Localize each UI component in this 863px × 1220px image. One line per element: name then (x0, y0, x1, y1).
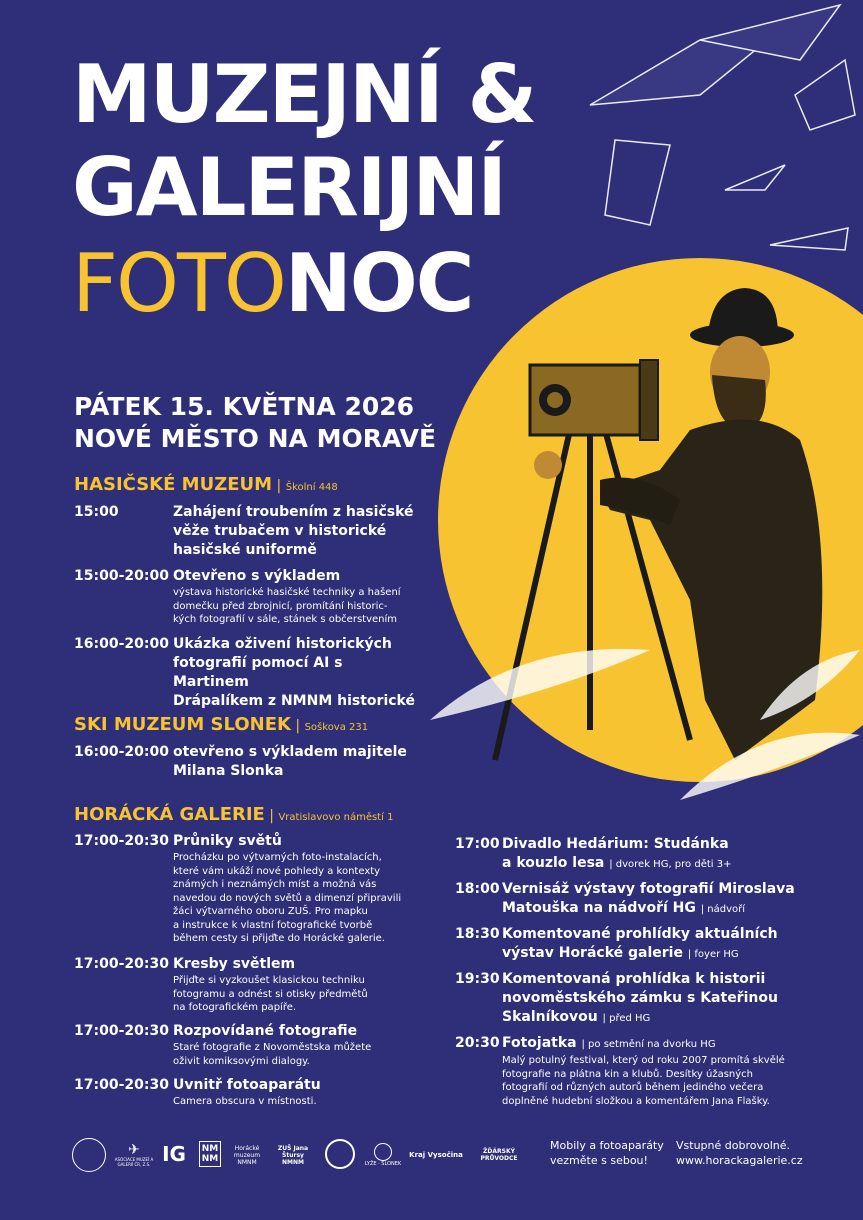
title-foto: FOTO (72, 237, 285, 330)
event-description: výstava historické hasičské techniky a hašení domečku před zbrojnicí, promítání historic- kých fotografií v sále, stánek s občerstvením (173, 587, 401, 625)
ig-logo-icon: IG (162, 1141, 186, 1166)
event-description: Staré fotografie z Novoměstska můžete oživit komiksovými dialogy. (173, 1042, 372, 1067)
title-noc: NOC (284, 237, 473, 330)
event-title: Kresby světlem (173, 956, 296, 972)
section-ski-muzeum: SKI MUZEUM SLONEK | Soškova 231 (74, 714, 369, 735)
title-line-3 (72, 237, 473, 330)
section-title: SKI MUZEUM SLONEK (74, 714, 291, 735)
notice-bring-cameras: Mobily a fotoaparáty vezměte s sebou! (550, 1139, 664, 1167)
event-title: Fotojatka | po setmění na dvorku HG (502, 1035, 716, 1051)
title-line-1: MUZEJNÍ & (72, 48, 536, 141)
amg-logo-icon: ✈ ASOCIACE MUZEÍ A GALERIÍ ČR, Z.S. (114, 1142, 154, 1167)
event-description: Camera obscura v místnosti. (173, 1096, 317, 1107)
event-time: 19:30 (455, 971, 500, 987)
circle-seal-icon (72, 1138, 106, 1172)
event-location: | před HG (602, 1013, 651, 1024)
event-description: Přijďte si vyzkoušet klasickou techniku fotogramu a odnést si otisky předmětů na fotografickém papíře. (173, 975, 368, 1013)
event-title: Divadlo Hedárium: Studánka a kouzlo lesa | dvorek HG, pro děti 3+ (502, 836, 732, 871)
section-address: Soškova 231 (304, 722, 369, 733)
section-title: HASIČSKÉ MUZEUM (74, 474, 273, 495)
kraj-vysocina-logo-icon: Kraj Vysočina (409, 1150, 463, 1159)
notice-entry-web: Vstupné dobrovolné. www.horackagalerie.cz (676, 1139, 803, 1167)
horacke-muzeum-logo: Horácké muzeum NMNM (233, 1144, 261, 1166)
zus-logo-icon: ZUŠ Jana Štursy NMNM (277, 1144, 309, 1166)
event-title: Ukázka oživení historických fotografií pomocí AI s Martinem Drápalíkem z NMNM historické (173, 636, 415, 709)
event-time: 17:00-20:30 (74, 1077, 169, 1093)
event-location: | foyer HG (687, 949, 739, 960)
event-title: Průniky světů (173, 833, 282, 849)
event-time: 17:00-20:30 (74, 1023, 169, 1039)
date-line: PÁTEK 15. KVĚTNA 2026 (74, 392, 415, 421)
section-hasicske-muzeum: HASIČSKÉ MUZEUM | Školní 448 (74, 474, 338, 495)
event-time: 18:30 (455, 926, 500, 942)
event-description: Procházku po výtvarných foto-instalacích, které vám ukáží nové pohledy a kontexty známých i neznámých míst a možná vás navedou do nových světů a dimenzí připravili žáci výtvarného oboru ZUŠ. Pro mapku a instrukce k vlastní fotografické tvorbě během cesty si přijďte do Horácké galerie. (173, 852, 402, 944)
lyze-slonek-logo-icon: LYŽE · SLONEK (364, 1138, 402, 1172)
event-title: Uvnitř fotoaparátu (173, 1077, 321, 1093)
section-title: HORÁCKÁ GALERIE (74, 804, 265, 825)
place-line: NOVÉ MĚSTO NA MORAVĚ (74, 424, 437, 453)
event-title: Vernisáž výstavy fotografií Miroslava Matouška na nádvoří HG | nádvoří (502, 881, 795, 916)
section-address: Vratislavovo náměstí 1 (278, 812, 394, 823)
event-location: | dvorek HG, pro děti 3+ (609, 859, 732, 870)
event-time: 17:00 (455, 836, 500, 852)
event-time: 17:00-20:30 (74, 833, 169, 849)
event-title: Otevřeno s výkladem (173, 568, 341, 584)
event-title: otevřeno s výkladem majitele Milana Slonka (173, 744, 407, 779)
event-time: 20:30 (455, 1035, 500, 1051)
event-title: Rozpovídané fotografie (173, 1023, 358, 1039)
nmnm-logo-icon: NM NM (199, 1141, 221, 1167)
event-time: 16:00-20:00 (74, 636, 169, 652)
event-location: | po setmění na dvorku HG (581, 1039, 716, 1050)
zdarsky-pruvodce-logo-icon: ŽĎÁRSKÝ PRŮVODCE (480, 1148, 518, 1162)
event-location: | nádvoří (700, 904, 746, 915)
event-title: Komentované prohlídky aktuálních výstav Horácké galerie | foyer HG (502, 926, 778, 961)
title-line-2: GALERIJNÍ (72, 141, 506, 234)
camera-icon (530, 360, 658, 440)
event-title: Komentovaná prohlídka k historii novoměstského zámku s Kateřinou Skalníkovou | před HG (502, 971, 778, 1025)
event-description: Malý potulný festival, který od roku 2007 promítá skvělé fotografie na plátna kin a klubů. Desítky úžasných fotografií od různých autorů během jediného večera doplněné hudební složkou a komentářem Jana Flašky. (502, 1055, 785, 1107)
event-time: 17:00-20:30 (74, 956, 169, 972)
round-emblem-icon (325, 1139, 355, 1169)
event-title: Zahájení troubením z hasičské věže trubačem v historické hasičské uniformě (173, 504, 414, 558)
event-time: 18:00 (455, 881, 500, 897)
event-time: 15:00 (74, 504, 119, 520)
website-link[interactable]: www.horackagalerie.cz (676, 1154, 803, 1167)
event-time: 16:00-20:00 (74, 744, 169, 760)
section-horacka-galerie: HORÁCKÁ GALERIE | Vratislavovo náměstí 1 (74, 804, 394, 825)
section-address: Školní 448 (285, 482, 338, 493)
event-time: 15:00-20:00 (74, 568, 169, 584)
